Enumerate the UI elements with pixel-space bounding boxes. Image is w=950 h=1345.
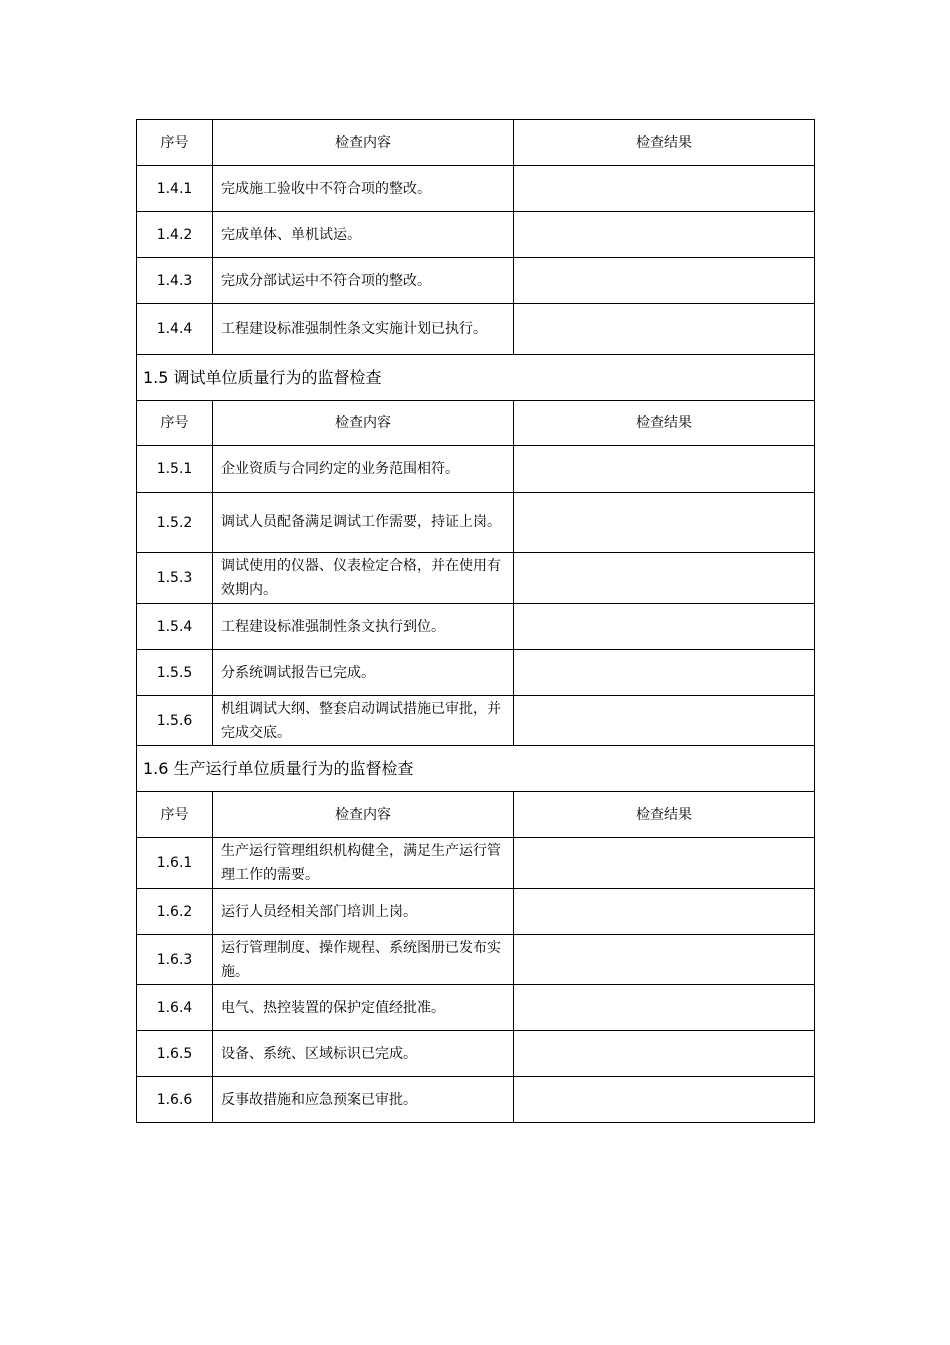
item-result <box>514 985 815 1031</box>
item-result <box>514 1077 815 1123</box>
item-result <box>514 553 815 604</box>
item-result <box>514 258 815 304</box>
table-row <box>137 985 815 1031</box>
header-content: 检查内容 <box>213 792 514 838</box>
item-content: 完成单体、单机试运。 <box>213 212 514 258</box>
header-no: 序号 <box>137 120 213 166</box>
item-content: 完成施工验收中不符合项的整改。 <box>213 166 514 212</box>
table-row <box>137 838 815 889</box>
item-content: 工程建设标准强制性条文实施计划已执行。 <box>213 304 514 355</box>
table-row <box>137 304 815 355</box>
item-number: 1.6.5 <box>137 1031 213 1077</box>
item-result <box>514 1031 815 1077</box>
item-content: 生产运行管理组织机构健全，满足生产运行管理工作的需要。 <box>213 838 514 889</box>
item-result <box>514 212 815 258</box>
item-content: 工程建设标准强制性条文执行到位。 <box>213 604 514 650</box>
item-number: 1.5.1 <box>137 446 213 493</box>
section-title: 1.5 调试单位质量行为的监督检查 <box>137 355 815 401</box>
item-number: 1.6.3 <box>137 935 213 985</box>
item-result <box>514 604 815 650</box>
table-row <box>137 446 815 493</box>
table-row <box>137 650 815 696</box>
header-content: 检查内容 <box>213 401 514 446</box>
table-row <box>137 212 815 258</box>
item-number: 1.5.5 <box>137 650 213 696</box>
item-result <box>514 935 815 985</box>
item-number: 1.5.3 <box>137 553 213 604</box>
header-row <box>137 120 815 166</box>
section-title: 1.6 生产运行单位质量行为的监督检查 <box>137 746 815 792</box>
item-number: 1.4.2 <box>137 212 213 258</box>
item-content: 反事故措施和应急预案已审批。 <box>213 1077 514 1123</box>
table-row <box>137 1077 815 1123</box>
item-result <box>514 650 815 696</box>
item-result <box>514 166 815 212</box>
item-content: 企业资质与合同约定的业务范围相符。 <box>213 446 514 493</box>
header-no: 序号 <box>137 401 213 446</box>
item-result <box>514 838 815 889</box>
item-number: 1.5.4 <box>137 604 213 650</box>
inspection-checklist-table <box>136 119 815 1123</box>
item-result <box>514 889 815 935</box>
item-content: 分系统调试报告已完成。 <box>213 650 514 696</box>
header-result: 检查结果 <box>514 792 815 838</box>
item-result <box>514 304 815 355</box>
item-content: 运行管理制度、操作规程、系统图册已发布实施。 <box>213 935 514 985</box>
item-content: 调试人员配备满足调试工作需要，持证上岗。 <box>213 493 514 553</box>
item-number: 1.5.6 <box>137 696 213 746</box>
table-row <box>137 166 815 212</box>
header-content: 检查内容 <box>213 120 514 166</box>
table-row <box>137 258 815 304</box>
header-no: 序号 <box>137 792 213 838</box>
item-result <box>514 446 815 493</box>
table-row <box>137 493 815 553</box>
section-title-row <box>137 746 815 792</box>
table-row <box>137 553 815 604</box>
table-row <box>137 889 815 935</box>
item-content: 电气、热控装置的保护定值经批准。 <box>213 985 514 1031</box>
item-content: 设备、系统、区域标识已完成。 <box>213 1031 514 1077</box>
item-content: 调试使用的仪器、仪表检定合格，并在使用有效期内。 <box>213 553 514 604</box>
item-content: 机组调试大纲、整套启动调试措施已审批，并完成交底。 <box>213 696 514 746</box>
table-row <box>137 1031 815 1077</box>
item-number: 1.5.2 <box>137 493 213 553</box>
item-result <box>514 696 815 746</box>
item-number: 1.6.4 <box>137 985 213 1031</box>
header-result: 检查结果 <box>514 120 815 166</box>
section-title-row <box>137 355 815 401</box>
table-row <box>137 696 815 746</box>
header-result: 检查结果 <box>514 401 815 446</box>
item-number: 1.4.4 <box>137 304 213 355</box>
item-content: 完成分部试运中不符合项的整改。 <box>213 258 514 304</box>
item-number: 1.6.1 <box>137 838 213 889</box>
item-number: 1.4.1 <box>137 166 213 212</box>
table-row <box>137 935 815 985</box>
table-row <box>137 604 815 650</box>
item-number: 1.4.3 <box>137 258 213 304</box>
item-result <box>514 493 815 553</box>
header-row <box>137 401 815 446</box>
item-number: 1.6.6 <box>137 1077 213 1123</box>
header-row <box>137 792 815 838</box>
item-content: 运行人员经相关部门培训上岗。 <box>213 889 514 935</box>
item-number: 1.6.2 <box>137 889 213 935</box>
